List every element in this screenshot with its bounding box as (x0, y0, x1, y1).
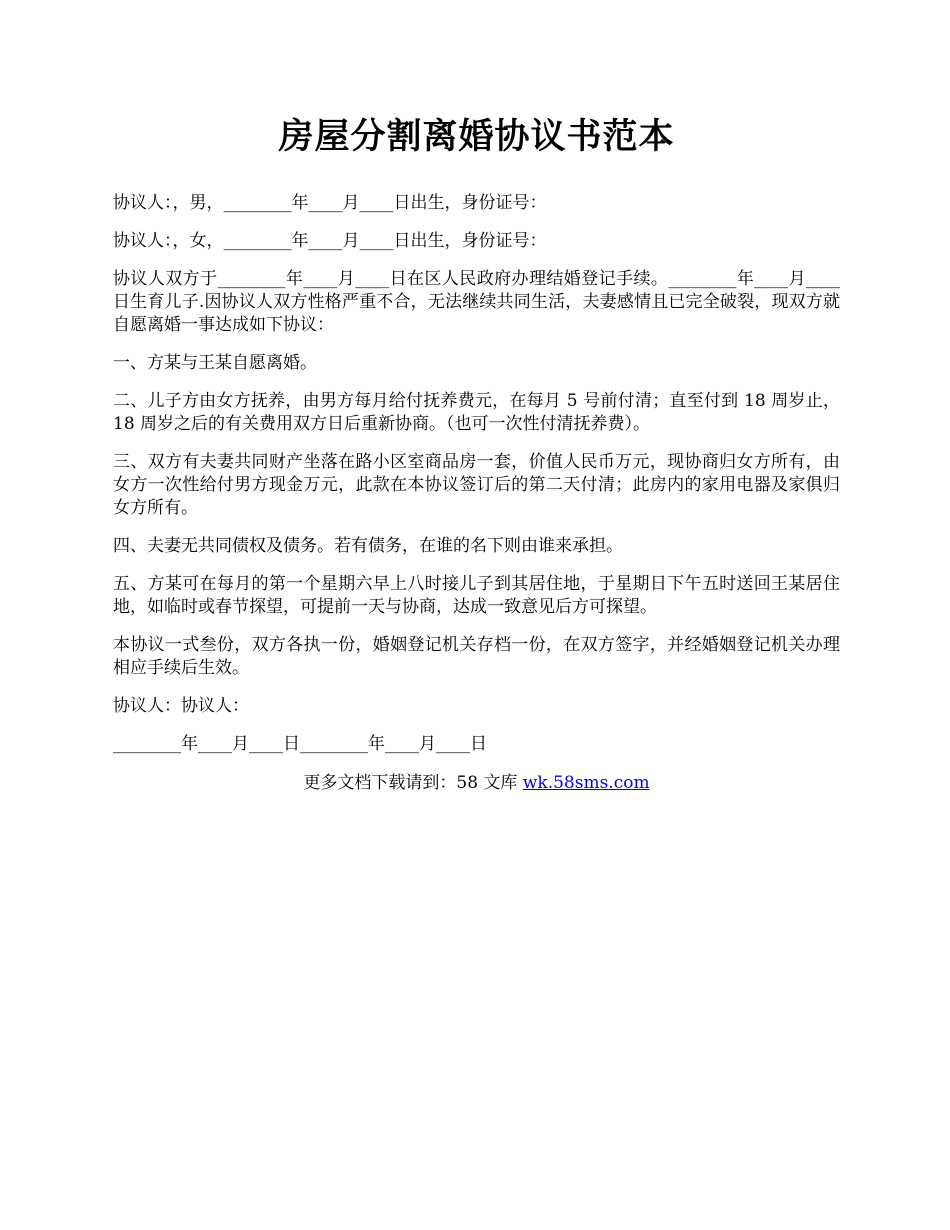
document-page (113, 112, 840, 795)
footer-site-link[interactable]: wk.58sms.com (522, 773, 650, 793)
signature-line: 协议人：协议人： (113, 696, 249, 716)
marriage-background-paragraph: 协议人双方于________年____月____日在区人民政府办理结婚登记手续。________年____月____日生育儿子.因协议人双方性格严重不合，无法继续共同生活，夫妻感情且已完全破裂，现双方就自愿离婚一事达成如下协议： (113, 269, 840, 335)
download-footer (113, 772, 840, 795)
clause-divorce: 一、方某与王某自愿离婚。 (113, 353, 317, 373)
clause-property: 三、双方有夫妻共同财产坐落在路小区室商品房一套，价值人民币万元，现协商归女方所有，由女方一次性给付男方现金万元，此款在本协议签订后的第二天付清；此房内的家用电器及家俱归女方所有。 (113, 452, 840, 518)
document-title: 房屋分割离婚协议书范本 (278, 116, 675, 157)
party-female-line: 协议人：，女，________年____月____日出生，身份证号： (113, 231, 547, 251)
clause-child-support: 二、儿子方由女方抚养，由男方每月给付抚养费元，在每月 5 号前付清；直至付到 18 周岁止，18 周岁之后的有关费用双方日后重新协商。（也可一次性付清抚养费）。 (113, 391, 840, 434)
clause-visitation: 五、方某可在每月的第一个星期六早上八时接儿子到其居住地，于星期日下午五时送回王某居住地，如临时或春节探望，可提前一天与协商，达成一致意见后方可探望。 (113, 574, 840, 617)
clause-debts: 四、夫妻无共同债权及债务。若有债务，在谁的名下则由谁来承担。 (113, 536, 623, 556)
agreement-effect-paragraph: 本协议一式叁份，双方各执一份，婚姻登记机关存档一份，在双方签字，并经婚姻登记机关办理相应手续后生效。 (113, 635, 840, 678)
signature-date-line: ________年____月____日________年____月____日 (113, 734, 487, 754)
footer-prefix-text: 更多文档下载请到：58 文库 (303, 773, 523, 793)
party-male-line: 协议人：，男，________年____月____日出生，身份证号： (113, 193, 547, 213)
